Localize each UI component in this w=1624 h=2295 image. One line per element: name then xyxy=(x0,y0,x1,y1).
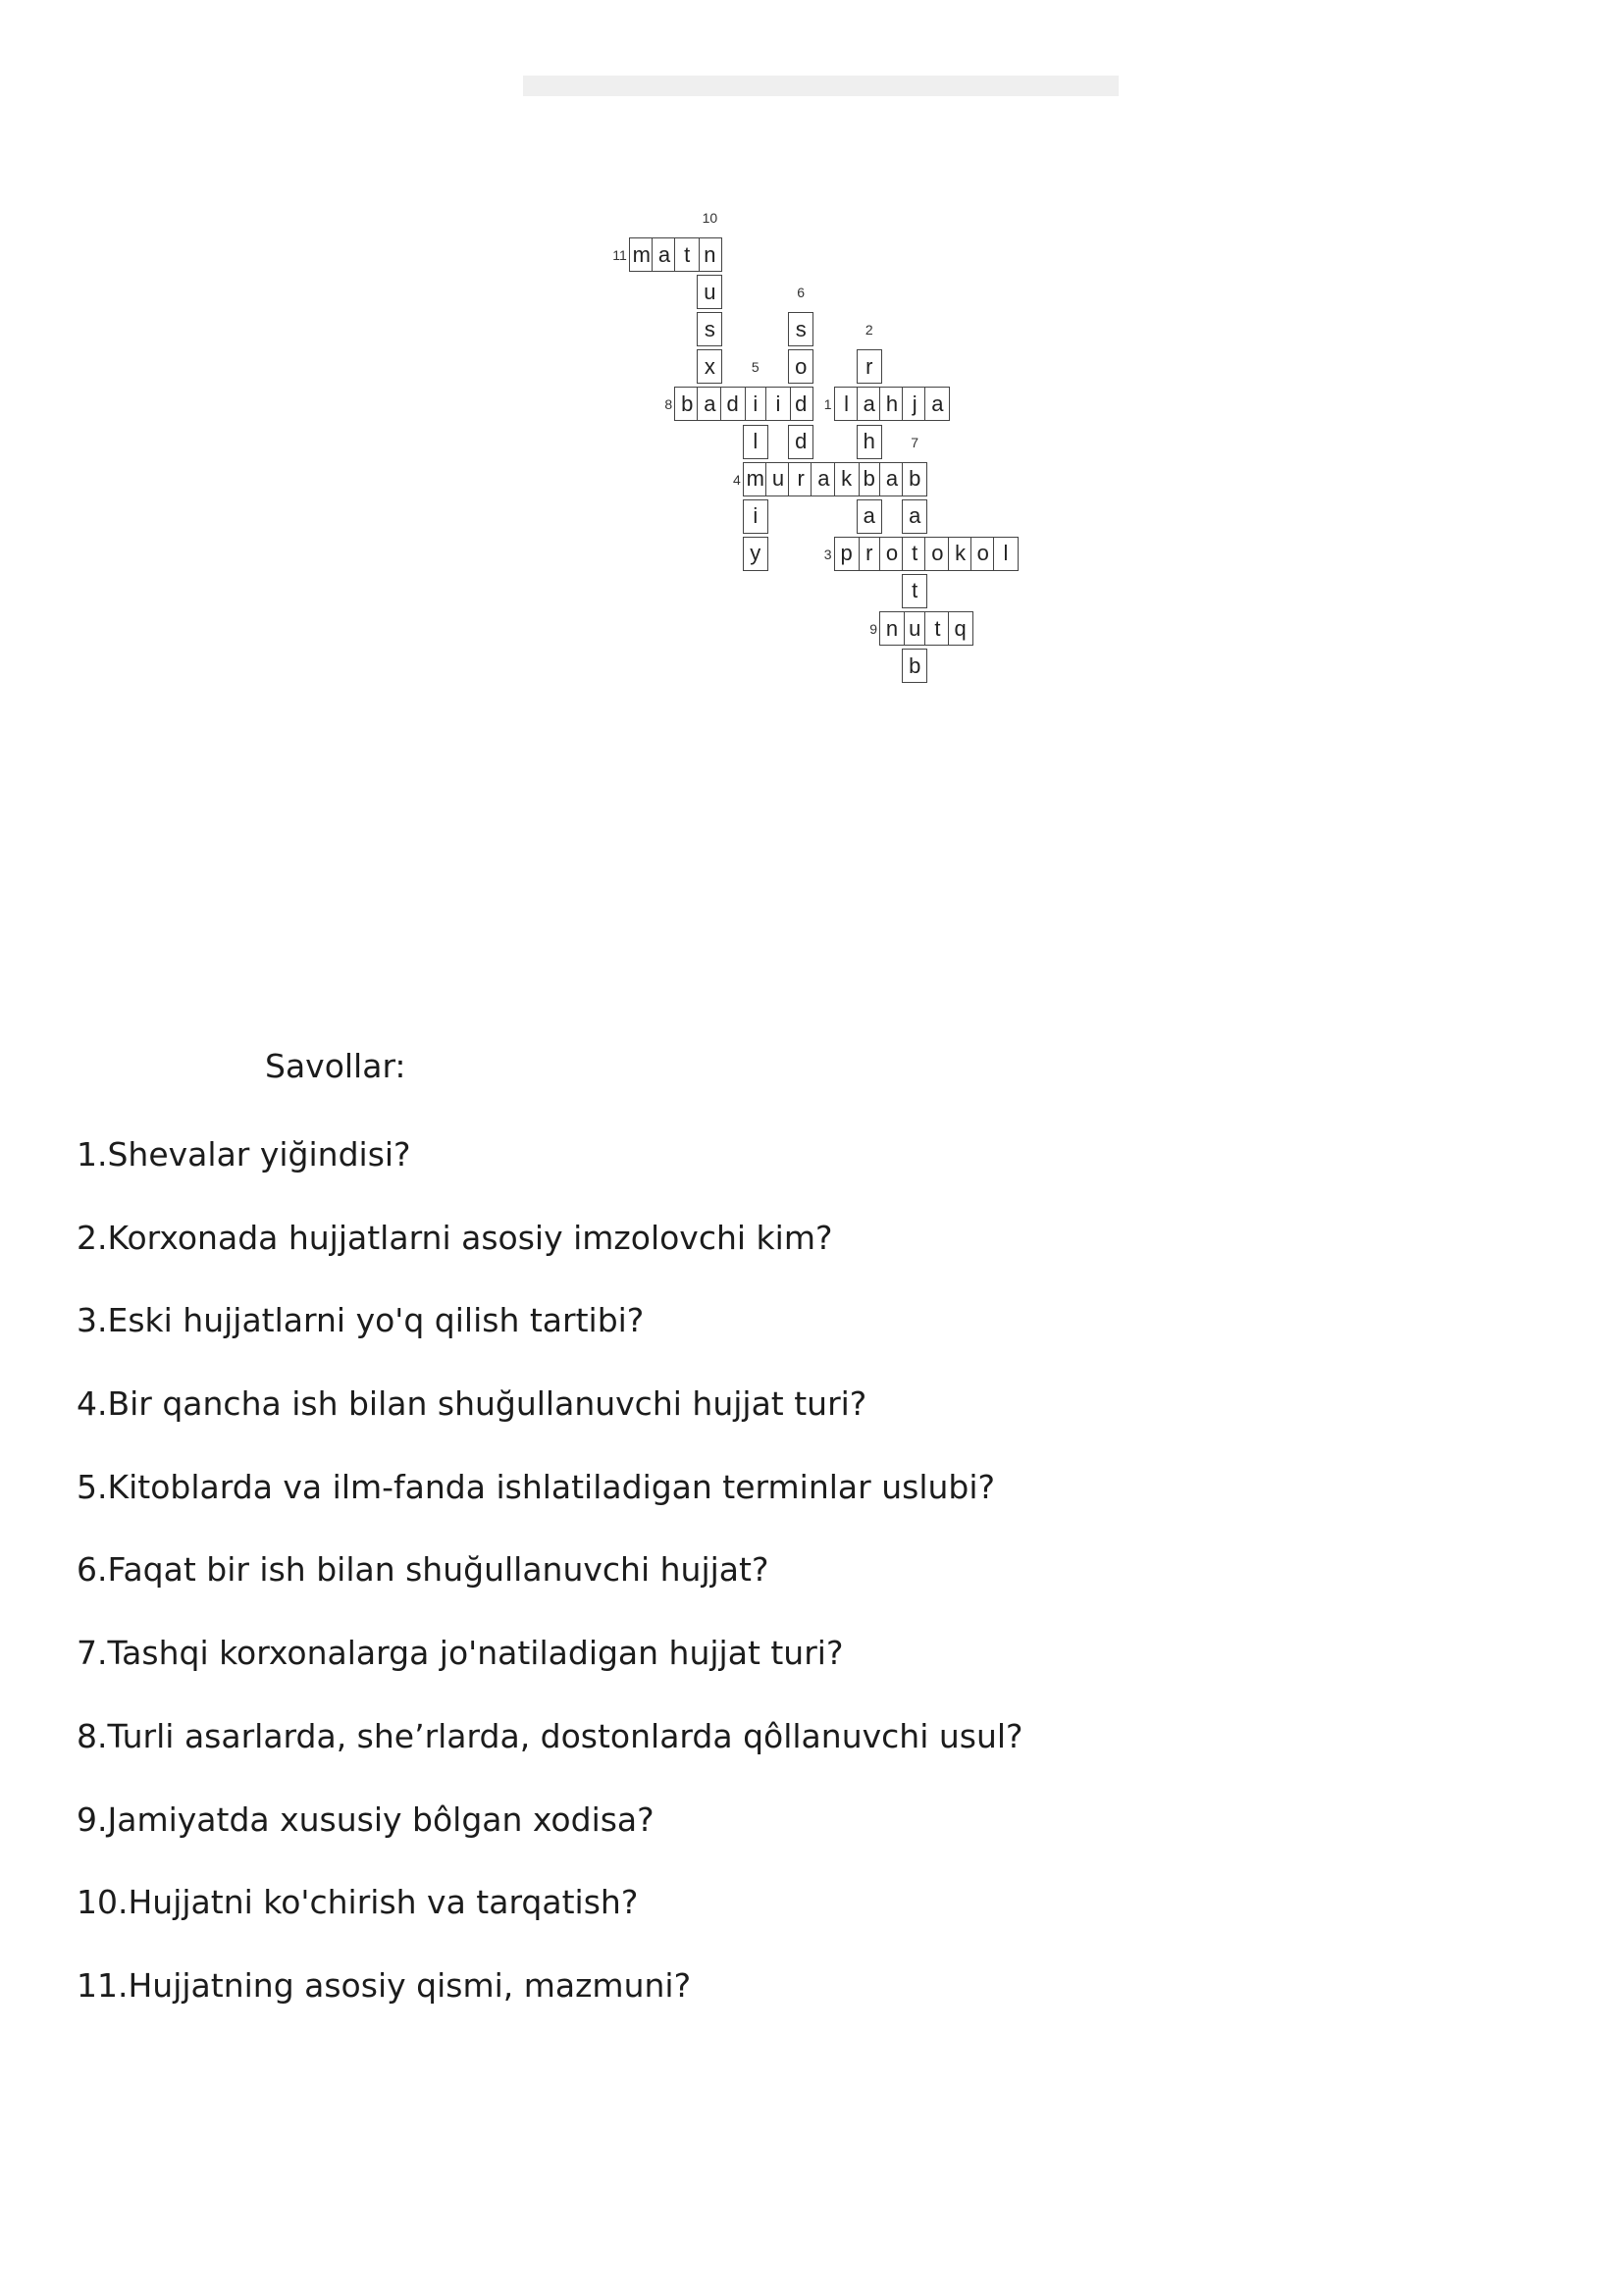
crossword-cell: a xyxy=(879,462,905,496)
crossword-cell: a xyxy=(652,237,677,272)
crossword-cell: d xyxy=(720,387,746,421)
crossword-cell: a xyxy=(902,499,927,534)
clue-number: 10 xyxy=(702,210,718,226)
crossword-cell: a xyxy=(697,387,722,421)
question-item: 8.Turli asarlarda, she’rlarda, dostonlarda qôllanuvchi usul? xyxy=(77,1717,1023,1755)
crossword-cell: m xyxy=(629,237,655,272)
clue-number: 7 xyxy=(911,434,919,450)
crossword-cell: a xyxy=(857,387,882,421)
clue-number: 6 xyxy=(797,285,806,301)
crossword-cell: i xyxy=(765,387,791,421)
crossword-cell: t xyxy=(902,537,927,571)
question-item: 9.Jamiyatda xususiy bôlgan xodisa? xyxy=(77,1800,655,1839)
crossword-cell: d xyxy=(788,387,813,421)
clue-number: 8 xyxy=(664,396,673,413)
clue-number: 5 xyxy=(751,359,760,376)
clue-number: 2 xyxy=(864,322,873,339)
question-item: 1.Shevalar yiğindisi? xyxy=(77,1135,411,1174)
clue-number: 11 xyxy=(612,247,627,263)
question-item: 4.Bir qancha ish bilan shuğullanuvchi hujjat turi? xyxy=(77,1384,867,1423)
crossword-cell: l xyxy=(993,537,1019,571)
crossword-cell: r xyxy=(857,349,882,384)
crossword-cell: o xyxy=(970,537,996,571)
crossword-cell: l xyxy=(834,387,860,421)
crossword-cell: s xyxy=(697,312,722,346)
crossword-grid xyxy=(0,0,1624,746)
crossword-cell: u xyxy=(765,462,791,496)
crossword-cell: u xyxy=(697,275,722,309)
crossword-cell: n xyxy=(697,237,722,272)
crossword-cell: i xyxy=(743,499,768,534)
crossword-cell: k xyxy=(834,462,860,496)
crossword-cell: b xyxy=(902,649,927,683)
crossword-cell: b xyxy=(674,387,700,421)
crossword-cell: o xyxy=(788,349,813,384)
crossword-cell: b xyxy=(902,462,927,496)
clue-number: 1 xyxy=(823,396,832,413)
crossword-cell: a xyxy=(857,499,882,534)
crossword-cell: n xyxy=(879,611,905,646)
crossword-cell: s xyxy=(788,312,813,346)
question-item: 3.Eski hujjatlarni yo'q qilish tartibi? xyxy=(77,1301,645,1339)
clue-number: 9 xyxy=(869,621,877,637)
crossword-cell: t xyxy=(674,237,700,272)
crossword-cell: i xyxy=(743,387,768,421)
crossword-cell: y xyxy=(743,537,768,571)
crossword-cell: h xyxy=(857,425,882,459)
clue-number: 4 xyxy=(733,471,741,488)
crossword-cell: b xyxy=(857,462,882,496)
crossword-cell: l xyxy=(743,425,768,459)
crossword-cell: d xyxy=(788,425,813,459)
crossword-cell: o xyxy=(879,537,905,571)
crossword-cell: k xyxy=(948,537,973,571)
question-item: 11.Hujjatning asosiy qismi, mazmuni? xyxy=(77,1966,692,2005)
crossword-cell: x xyxy=(697,349,722,384)
crossword-cell: a xyxy=(811,462,836,496)
crossword-cell: u xyxy=(902,611,927,646)
questions-title: Savollar: xyxy=(265,1047,406,1085)
question-item: 7.Tashqi korxonalarga jo'natiladigan hujjat turi? xyxy=(77,1634,844,1672)
question-item: 10.Hujjatni ko'chirish va tarqatish? xyxy=(77,1883,639,1921)
crossword-cell: a xyxy=(924,387,950,421)
crossword-cell: r xyxy=(857,537,882,571)
question-item: 6.Faqat bir ish bilan shuğullanuvchi hujjat? xyxy=(77,1550,769,1589)
question-item: 5.Kitoblarda va ilm-fanda ishlatiladigan terminlar uslubi? xyxy=(77,1468,996,1506)
crossword-cell: t xyxy=(924,611,950,646)
crossword-cell: o xyxy=(924,537,950,571)
question-item: 2.Korxonada hujjatlarni asosiy imzolovchi kim? xyxy=(77,1219,833,1257)
crossword-cell: h xyxy=(879,387,905,421)
crossword-cell: r xyxy=(788,462,813,496)
clue-number: 3 xyxy=(823,546,832,562)
crossword-cell: p xyxy=(834,537,860,571)
crossword-cell: t xyxy=(902,574,927,608)
crossword-cell: m xyxy=(743,462,768,496)
crossword-cell: q xyxy=(948,611,973,646)
crossword-cell: j xyxy=(902,387,927,421)
